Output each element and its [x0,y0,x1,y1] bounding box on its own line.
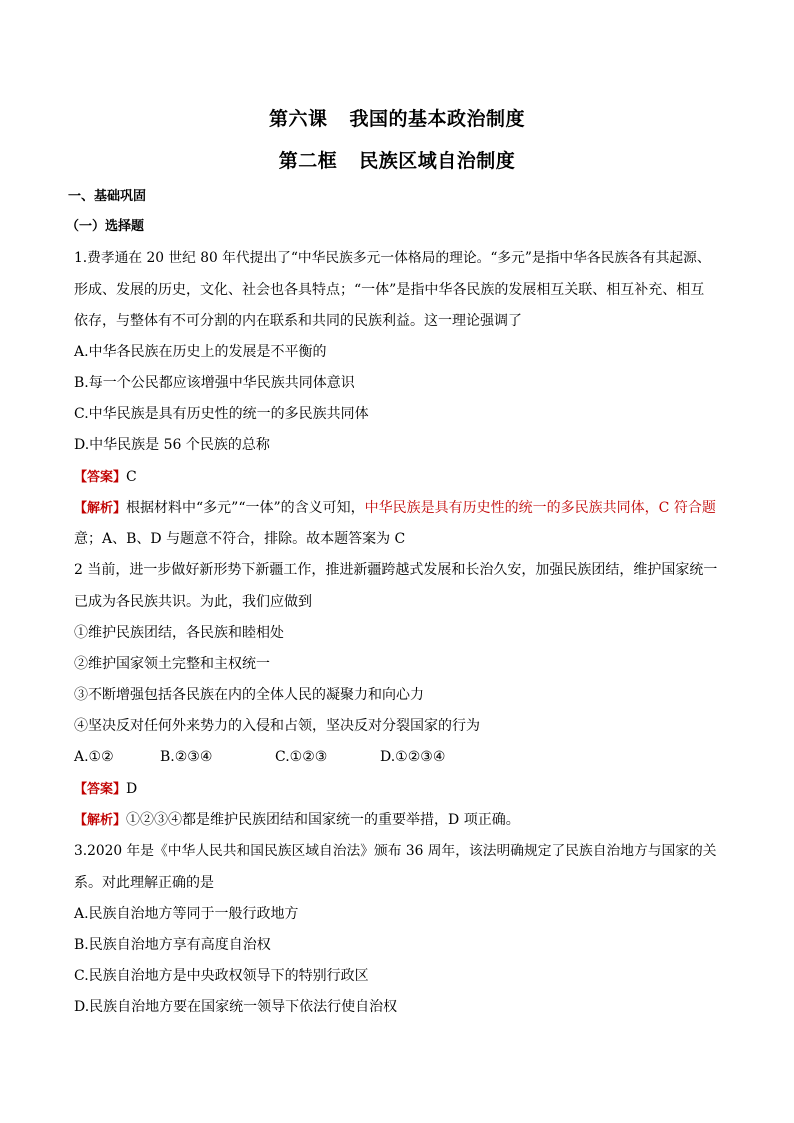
q1-analysis-line-2: 意；A、B、D 与题意不符合，排除。故本题答案为 C [74,531,406,547]
answer-value: C [126,469,137,485]
answer-value: D [126,781,138,797]
q1-analysis-line-1 [74,499,716,518]
q3-stem-line-1: 3.2020 年是《中华人民共和国民族区域自治法》颁布 36 周年，该法明确规定了民族自治地方与国家的关 [74,843,717,859]
analysis-tag: 【解析】 [74,813,127,828]
q3-option-c: C.民族自治地方是中央政权领导下的特别行政区 [74,968,369,984]
q2-option-d: D.①②③④ [380,749,446,765]
q2-option-c: C.①②③ [275,749,328,765]
lesson-name: 我国的基本政治制度 [349,108,526,130]
q1-option-c: C.中华民族是具有历史性的统一的多民族共同体 [74,406,369,422]
section-heading: 一、基础巩固 [68,189,147,204]
q2-item-4: ④坚决反对任何外来势力的入侵和占领，坚决反对分裂国家的行为 [74,718,480,734]
q3-option-a: A.民族自治地方等同于一般行政地方 [74,906,299,922]
q2-stem-line-2: 已成为各民族共识。为此，我们应做到 [74,594,312,610]
analysis-text: 根据材料中“多元”“一体”的含义可知， [126,500,365,516]
q2-option-b: B.②③④ [160,749,213,765]
frame-title [0,146,794,173]
q3-stem-line-2: 系。对此理解正确的是 [74,875,214,891]
lesson-number: 第六课 [268,108,328,130]
answer-tag: 【答案】 [74,470,127,485]
q2-item-3: ③不断增强包括各民族在内的全体人民的凝聚力和向心力 [74,687,424,703]
analysis-tag: 【解析】 [74,501,127,516]
analysis-highlight: 中华民族是具有历史性的统一的多民族共同体，C 符合题 [364,500,716,516]
analysis-text: ①②③④都是维护民族团结和国家统一的重要举措，D 项正确。 [126,812,520,828]
q3-option-b: B.民族自治地方享有高度自治权 [74,937,271,953]
q1-answer [74,468,137,487]
q1-option-a: A.中华各民族在历史上的发展是不平衡的 [74,344,327,360]
q2-item-2: ②维护国家领土完整和主权统一 [74,656,270,672]
frame-number: 第二框 [278,150,338,172]
q2-item-1: ①维护民族团结，各民族和睦相处 [74,625,284,641]
q1-stem-line-2: 形成、发展的历史，文化、社会也各具特点；“一体”是指中华各民族的发展相互关联、相互补充、相互 [74,282,705,298]
answer-tag: 【答案】 [74,782,127,797]
q1-stem-line-1: 1.费孝通在 20 世纪 80 年代提出了“中华民族多元一体格局的理论。“多元”是指中华各民族各有其起源、 [74,250,711,266]
q1-stem-line-3: 依存，与整体有不可分割的内在联系和共同的民族利益。这一理论强调了 [74,313,522,329]
lesson-title [0,104,794,131]
q2-answer [74,780,137,799]
q2-option-a: A.①② [74,749,114,765]
q2-options [74,748,445,766]
q1-option-b: B.每一个公民都应该增强中华民族共同体意识 [74,375,355,391]
q1-option-d: D.中华民族是 56 个民族的总称 [74,437,270,453]
subsection-heading: （一）选择题 [66,219,145,234]
q2-stem-line-1: 2 当前，进一步做好新形势下新疆工作，推进新疆跨越式发展和长治久安，加强民族团结，维护国家统一 [74,562,718,578]
q3-option-d: D.民族自治地方要在国家统一领导下依法行使自治权 [74,999,398,1015]
q2-analysis [74,811,520,830]
frame-name: 民族区域自治制度 [359,150,516,172]
